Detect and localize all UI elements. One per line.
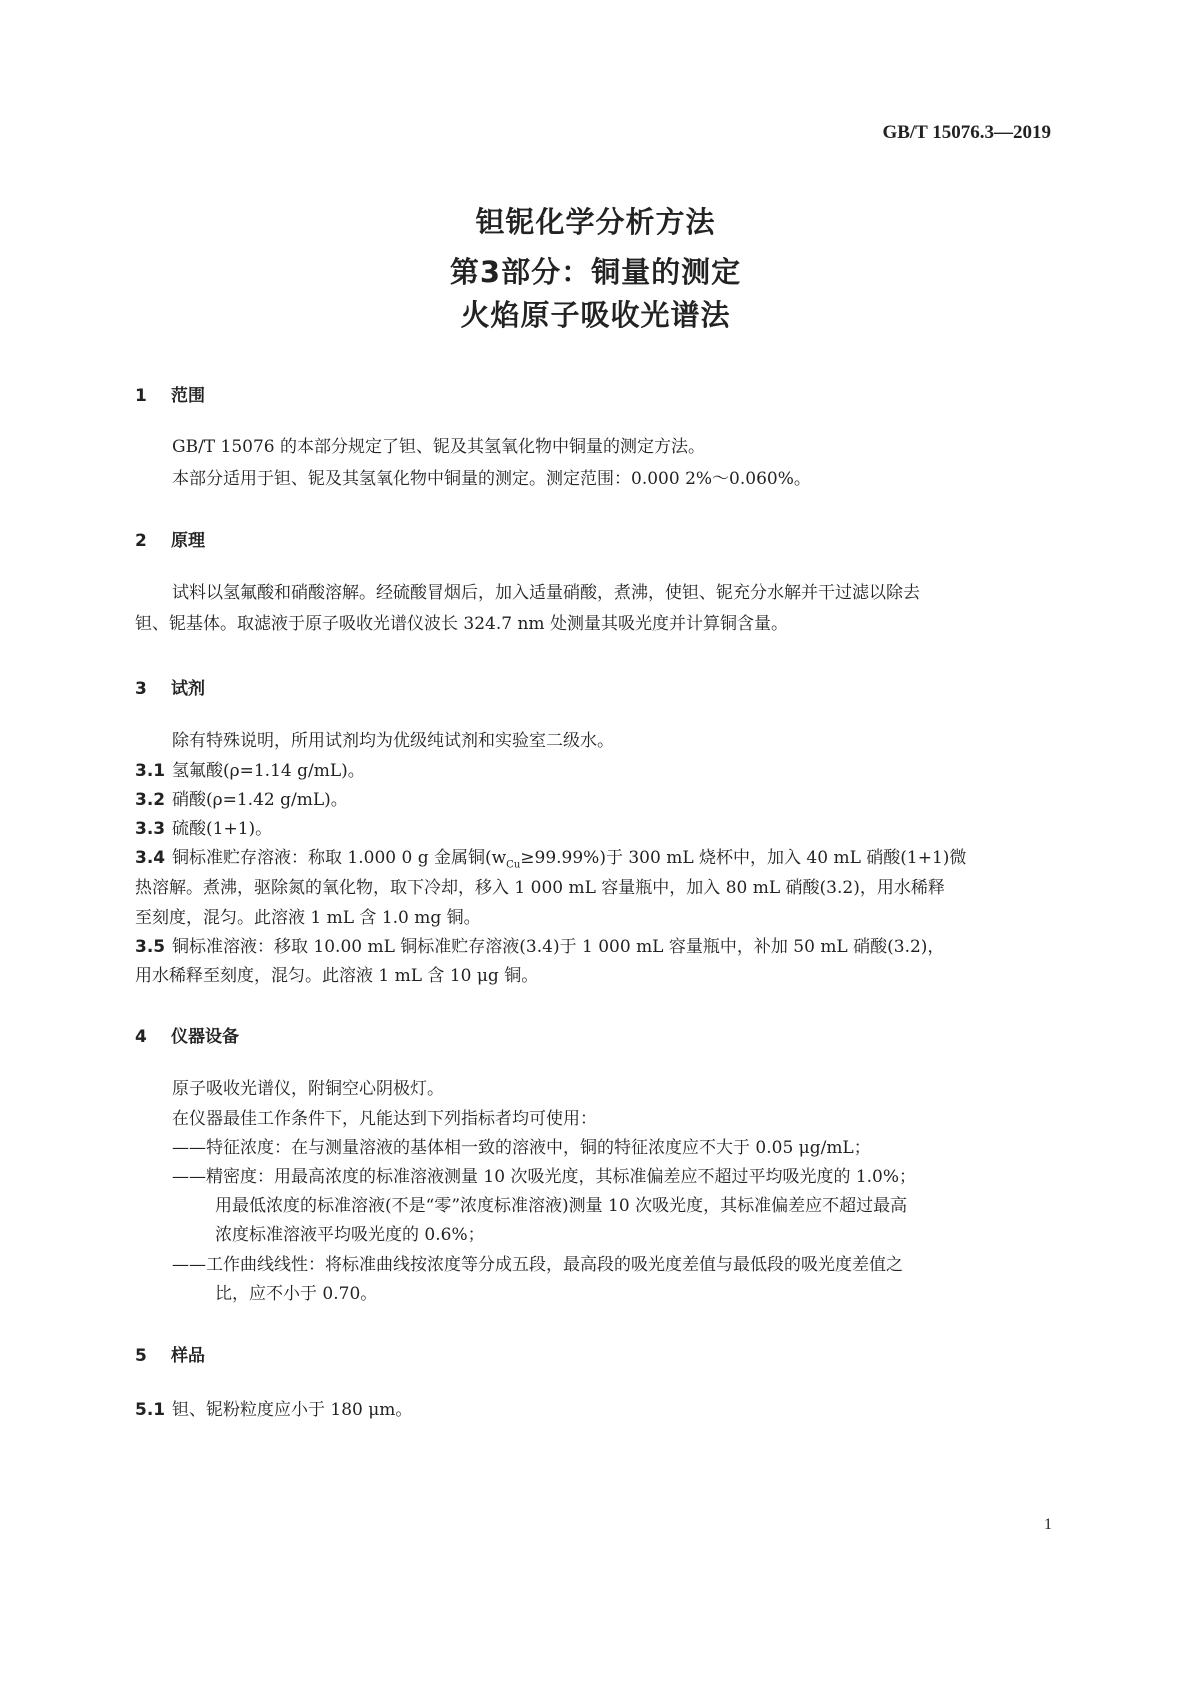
section-5-heading [135,1341,205,1366]
section-title: 范围 [171,386,205,406]
dash-item: ——精密度：用最高浓度的标准溶液测量 10 次吸光度，其标准偏差应不超过平均吸光度的 1.0%； [172,1167,917,1187]
section-title: 仪器设备 [171,1027,239,1047]
item-number: 3.3 [135,819,166,839]
doc-title-line3: 火焰原子吸收光谱法 [460,298,731,332]
list-item [135,1400,412,1420]
section-number: 5 [135,1346,147,1366]
paragraph: 在仪器最佳工作条件下，凡能达到下列指标者均可使用： [172,1109,597,1129]
section-number: 1 [135,386,147,406]
paragraph: 原子吸收光谱仪，附铜空心阴极灯。 [172,1079,444,1099]
section-title: 试剂 [171,679,205,699]
subscript: Cu [506,859,521,871]
item-text: 硝酸(ρ=1.42 g/mL)。 [172,790,348,810]
list-item-continued: 至刻度，混匀。此溶液 1 mL 含 1.0 mg 铜。 [135,908,481,928]
dash-item: ——特征浓度：在与测量溶液的基体相一致的溶液中，铜的特征浓度应不大于 0.05 μg/mL； [172,1138,871,1158]
item-number: 3.5 [135,937,166,957]
item-number: 3.2 [135,790,166,810]
section-3-heading [135,674,205,699]
paragraph-continued: 钽、铌基体。取滤液于原子吸收光谱仪波长 324.7 nm 处测量其吸光度并计算铜含量。 [135,614,788,634]
list-item [135,819,272,839]
paragraph: GB/T 15076 的本部分规定了钽、铌及其氢氧化物中铜量的测定方法。 [172,437,706,457]
section-1-heading [135,381,205,406]
section-2-heading [135,526,205,551]
section-4-heading [135,1022,239,1047]
dash-item-continued: 用最低浓度的标准溶液(不是“零”浓度标准溶液)测量 10 次吸光度，其标准偏差应不超过最高 [215,1196,908,1216]
section-title: 原理 [171,531,205,551]
dash-item-continued: 浓度标准溶液平均吸光度的 0.6%； [215,1225,485,1245]
item-text: 氢氟酸(ρ=1.14 g/mL)。 [172,761,365,781]
section-number: 4 [135,1027,147,1047]
item-number: 5.1 [135,1400,166,1420]
list-item [135,848,966,875]
dash-item-continued: 比，应不小于 0.70。 [215,1284,378,1304]
section-title: 样品 [171,1346,205,1366]
list-item [135,790,348,810]
paragraph: 除有特殊说明，所用试剂均为优级纯试剂和实验室二级水。 [172,731,614,751]
paragraph: 本部分适用于钽、铌及其氢氧化物中铜量的测定。测定范围：0.000 2%～0.060%。 [172,469,811,489]
item-number: 3.4 [135,848,166,868]
section-number: 3 [135,679,147,699]
standard-number: GB/T 15076.3—2019 [882,122,1051,143]
item-text: 铜标准贮存溶液：称取 1.000 0 g 金属铜(w [172,848,507,868]
dash-item: ——工作曲线线性：将标准曲线按浓度等分成五段，最高段的吸光度差值与最低段的吸光度差值之 [172,1255,903,1275]
doc-title-line2: 第3部分：铜量的测定 [449,255,742,289]
page-number: 1 [1044,1516,1052,1533]
list-item-continued: 用水稀释至刻度，混匀。此溶液 1 mL 含 10 μg 铜。 [135,966,539,986]
doc-title-line1: 钽铌化学分析方法 [475,205,716,239]
section-number: 2 [135,531,147,551]
item-number: 3.1 [135,761,166,781]
list-item [135,761,365,781]
item-text: 铜标准溶液：移取 10.00 mL 铜标准贮存溶液(3.4)于 1 000 mL 容量瓶中，补加 50 mL 硝酸(3.2)， [172,937,945,957]
list-item-continued: 热溶解。煮沸，驱除氮的氧化物，取下冷却，移入 1 000 mL 容量瓶中，加入 80 mL 硝酸(3.2)，用水稀释 [135,878,945,898]
list-item [135,937,944,957]
paragraph: 试料以氢氟酸和硝酸溶解。经硫酸冒烟后，加入适量硝酸，煮沸，使钽、铌充分水解并干过滤以除去 [172,583,920,603]
item-text: 钽、铌粉粒度应小于 180 μm。 [172,1400,413,1420]
item-text: 硫酸(1+1)。 [172,819,273,839]
item-text: ≥99.99%)于 300 mL 烧杯中，加入 40 mL 硝酸(1+1)微 [520,848,967,868]
